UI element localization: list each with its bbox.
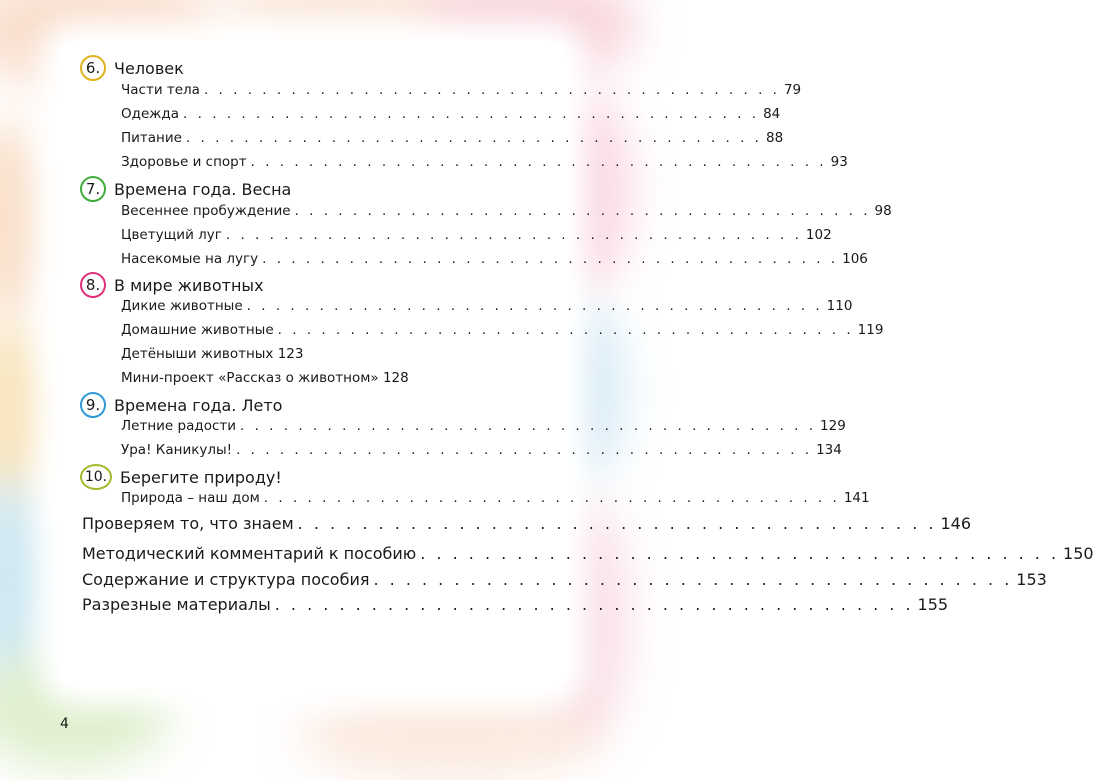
leader-dots: . . . . . . . . . . . . . . . . . . . . . . . . . . . . . . . . . . . . . . . .	[250, 154, 827, 170]
toc-entry-label: Части тела	[121, 82, 200, 98]
toc-entry-page: 102	[805, 227, 832, 243]
toc-entry-page: 129	[820, 418, 846, 434]
toc-entry[interactable]	[121, 82, 802, 98]
toc-section-label: Разрезные материалы	[82, 595, 271, 614]
chapter-number-badge: 10.	[80, 464, 112, 490]
toc-entry-plain[interactable]: Мини-проект «Рассказ о животном» 128	[121, 370, 409, 386]
toc-entry[interactable]	[121, 203, 892, 219]
toc-entry[interactable]	[121, 130, 784, 146]
toc-entry-page: 119	[857, 322, 884, 338]
toc-section-page: 155	[917, 595, 949, 614]
leader-dots: . . . . . . . . . . . . . . . . . . . . . . . . . . . . . . . . . . . . . . . .	[240, 418, 817, 434]
toc-entry-label: Летние радости	[121, 418, 237, 434]
toc-entry[interactable]	[121, 298, 853, 314]
chapter-heading[interactable]	[80, 392, 282, 418]
chapter-number-badge: 7.	[80, 176, 106, 202]
leader-dots: . . . . . . . . . . . . . . . . . . . . . . . . . . . . . . . . . . . . . . . .	[246, 298, 823, 314]
toc-entry[interactable]	[121, 251, 868, 267]
leader-dots: . . . . . . . . . . . . . . . . . . . . . . . . . . . . . . . . . . . . . . . .	[185, 130, 762, 146]
chapter-title: Берегите природу!	[120, 467, 282, 487]
toc-entry-label: Ура! Каникулы!	[121, 442, 233, 458]
toc-section-label: Проверяем то, что знаем	[82, 514, 294, 533]
leader-dots: . . . . . . . . . . . . . . . . . . . . . . . . . . . . . . . . . . . . . . . .	[183, 106, 760, 122]
toc-entry[interactable]	[121, 418, 846, 434]
toc-section-page: 150	[1063, 544, 1094, 563]
toc-section[interactable]	[82, 544, 1094, 563]
leader-dots: . . . . . . . . . . . . . . . . . . . . . . . . . . . . . . . . . . . . . . . .	[203, 82, 780, 98]
leader-dots: . . . . . . . . . . . . . . . . . . . . . . . . . . . . . . . . . . . . . . . .	[225, 227, 802, 243]
toc-entry[interactable]	[121, 490, 870, 506]
toc-section-page: 153	[1016, 570, 1047, 589]
toc-section-label: Содержание и структура пособия	[82, 570, 370, 589]
chapter-number-badge: 6.	[80, 55, 106, 81]
toc-entry[interactable]	[121, 442, 842, 458]
toc-entry-page: 93	[830, 154, 848, 170]
chapter-heading[interactable]	[80, 464, 282, 490]
toc-entry-label: Дикие животные	[121, 298, 243, 314]
toc-entry-label: Насекомые на лугу	[121, 251, 259, 267]
toc-section[interactable]	[82, 595, 949, 614]
toc-entry-label: Питание	[121, 130, 182, 146]
toc-entry-page: 106	[842, 251, 868, 267]
toc-entry-plain[interactable]: Детёныши животных 123	[121, 346, 304, 362]
leader-dots: . . . . . . . . . . . . . . . . . . . . . . . . . . . . . . . . . . . . . . . .	[294, 203, 871, 219]
toc-section[interactable]	[82, 514, 971, 533]
chapter-heading[interactable]	[80, 55, 184, 81]
toc-section[interactable]	[82, 570, 1047, 589]
page-number: 4	[60, 716, 69, 732]
toc-entry[interactable]	[121, 227, 832, 243]
toc-entry[interactable]	[121, 106, 781, 122]
chapter-title: В мире животных	[114, 275, 264, 295]
toc-entry-page: 134	[816, 442, 842, 458]
chapter-title: Человек	[114, 58, 184, 78]
toc-entry-label: Весеннее пробуждение	[121, 203, 291, 219]
chapter-number-badge: 9.	[80, 392, 106, 418]
leader-dots: . . . . . . . . . . . . . . . . . . . . . . . . . . . . . . . . . . . . . . . .	[420, 544, 1060, 563]
toc-entry-page: 141	[843, 490, 870, 506]
toc-entry-label: Цветущий луг	[121, 227, 222, 243]
chapter-heading[interactable]	[80, 272, 264, 298]
chapter-heading[interactable]	[80, 176, 291, 202]
leader-dots: . . . . . . . . . . . . . . . . . . . . . . . . . . . . . . . . . . . . . . . .	[297, 514, 937, 533]
toc-entry-page: 98	[874, 203, 892, 219]
toc-entry[interactable]	[121, 154, 848, 170]
toc-entry-label: Здоровье и спорт	[121, 154, 247, 170]
toc-entry-label: Природа – наш дом	[121, 490, 260, 506]
leader-dots: . . . . . . . . . . . . . . . . . . . . . . . . . . . . . . . . . . . . . . . .	[236, 442, 813, 458]
toc-entry-page: 79	[783, 82, 802, 98]
toc-section-page: 146	[940, 514, 971, 533]
leader-dots: . . . . . . . . . . . . . . . . . . . . . . . . . . . . . . . . . . . . . . . .	[263, 490, 840, 506]
toc-entry[interactable]	[121, 322, 884, 338]
toc-entry-label: Одежда	[121, 106, 180, 122]
chapter-title: Времена года. Лето	[114, 395, 283, 415]
leader-dots: . . . . . . . . . . . . . . . . . . . . . . . . . . . . . . . . . . . . . . . .	[274, 595, 914, 614]
toc-entry-page: 88	[765, 130, 784, 146]
toc-entry-page: 110	[826, 298, 853, 314]
chapter-number-badge: 8.	[80, 272, 106, 298]
toc-section-label: Методический комментарий к пособию	[82, 544, 417, 563]
leader-dots: . . . . . . . . . . . . . . . . . . . . . . . . . . . . . . . . . . . . . . . .	[373, 570, 1013, 589]
leader-dots: . . . . . . . . . . . . . . . . . . . . . . . . . . . . . . . . . . . . . . . .	[277, 322, 854, 338]
toc-entry-page: 84	[763, 106, 781, 122]
toc-entry-label: Домашние животные	[121, 322, 274, 338]
leader-dots: . . . . . . . . . . . . . . . . . . . . . . . . . . . . . . . . . . . . . . . .	[262, 251, 839, 267]
chapter-title: Времена года. Весна	[114, 179, 292, 199]
